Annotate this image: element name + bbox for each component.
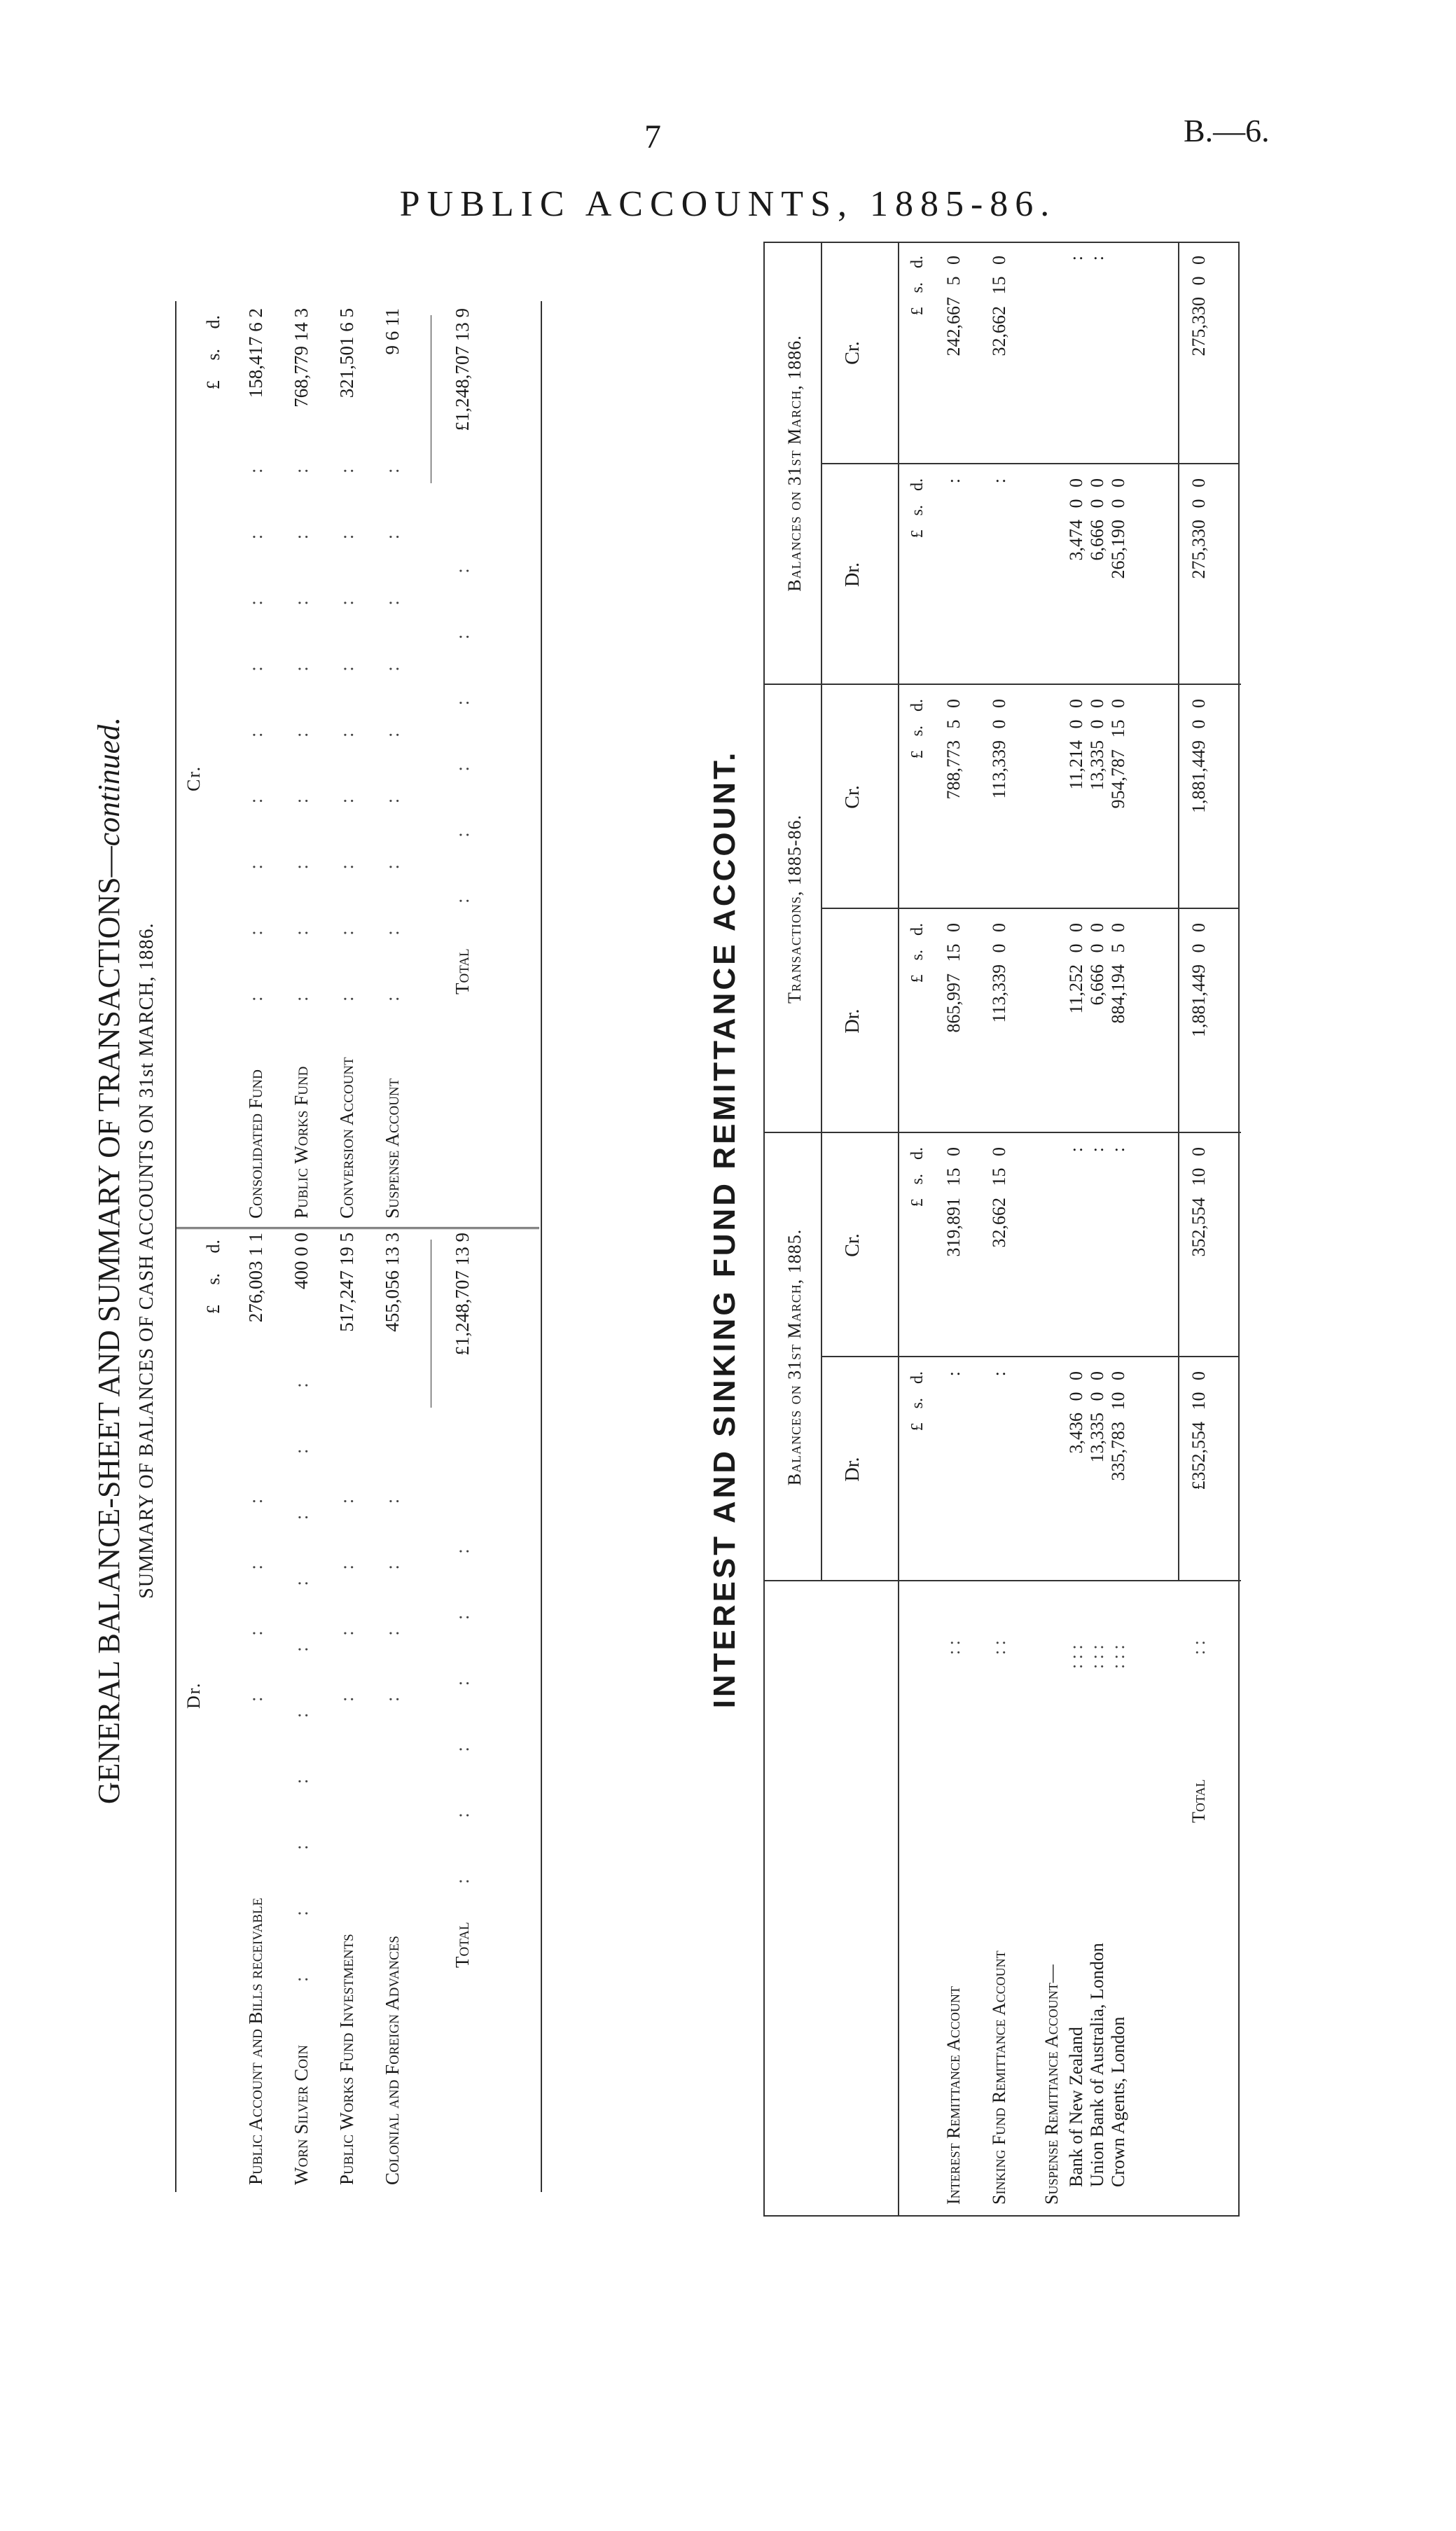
table-cell: 865,997 15 0 [943,923,964,1033]
table-cell: 13,335 0 0 [1087,699,1107,791]
total-cell: 1,881,449 0 0 [1188,923,1209,1037]
row-label: Sinking Fund Remittance Account [989,1950,1009,2205]
label-column-rule [765,1580,1241,1581]
remittance-heading: INTEREST AND SINKING FUND REMITTANCE ACCOUNT. [707,749,742,1709]
table-cell: : [943,478,964,484]
dr-row: Public Works Fund Investments : : : : 517,247 19 5 [336,1233,357,2185]
dr-row-amount: 276,003 1 1 [245,1233,266,1323]
balance-sheet-heading [91,280,127,2241]
dr-row: Public Account and Bills receivable : : : : 276,003 1 1 [245,1233,266,2185]
row-label: Interest Remittance Account [943,1986,964,2205]
row-leader-dots: : : : [1066,1644,1086,1669]
unit-header: £ s. d. [908,478,927,539]
dr-row-amount: 455,056 13 3 [382,1233,403,1332]
group-rule [765,1132,1241,1133]
group-header: Balances on 31st March, 1885. [784,1228,805,1486]
cr-heading: Cr. [183,765,204,791]
cr-row: Conversion Account : : : : : : : : : 321,501 6 5 [336,308,357,1219]
total-label: Total [1188,1779,1209,1823]
group-header: Balances on 31st March, 1886. [784,335,805,592]
table-cell: : [1066,256,1086,261]
dr-row: Colonial and Foreign Advances : : : : 455,056 13 3 [382,1233,403,2185]
dr-total-label: Total [452,1922,473,1968]
total-rule [1178,242,1179,1581]
table-cell: 11,252 0 0 [1066,923,1086,1014]
dr-heading: Dr. [183,1681,204,1709]
cr-row-label: Public Works Fund [291,1066,312,1219]
unit-header: £ s. d. [908,1147,927,1207]
remittance-table [763,242,1240,2217]
drcr-rule [821,463,1240,464]
header-rule [898,242,899,2215]
table-cell: 32,662 15 0 [989,1147,1009,1248]
row-leader-dots: : : [943,1640,964,1655]
dr-subheader: Dr. [842,1457,864,1482]
balance-sheet-heading-main: GENERAL BALANCE-SHEET AND SUMMARY OF TRANSACTIONS— [92,846,126,1805]
table-cell: 3,436 0 0 [1066,1371,1086,1454]
drcr-rule [821,908,1240,909]
table-cell: : [1087,1147,1107,1153]
table-cell: 319,891 15 0 [943,1147,964,1257]
table-cell: 265,190 0 0 [1108,478,1128,579]
total-cell: 275,330 0 0 [1188,478,1209,579]
total-cell: 275,330 0 0 [1188,256,1209,356]
row-label: Union Bank of Australia, London [1087,1943,1107,2187]
cr-row-amount: 9 6 11 [382,308,403,355]
dr-cr-divider [175,1227,539,1229]
dr-row-label: Worn Silver Coin [291,2044,312,2185]
table-cell: 884,194 5 0 [1108,923,1128,1024]
page-reference: B.—6. [1184,113,1270,148]
table-cell: : [1108,1147,1128,1153]
dr-row-amount: 517,247 19 5 [336,1233,357,1332]
total-cell: 352,554 10 0 [1188,1147,1209,1257]
cr-total-label: Total [452,948,473,994]
cr-subheader: Cr. [842,785,864,809]
table-cell: 954,787 15 0 [1108,699,1128,809]
unit-header: £ s. d. [908,1371,927,1431]
cr-row: Suspense Account : : : : : : : : : 9 6 11 [382,308,403,1219]
table-cell: 13,335 0 0 [1087,1371,1107,1463]
page-number: 7 [644,118,661,155]
cr-row-amount: 158,417 6 2 [245,308,266,398]
dr-total-amount: £1,248,707 13 9 [452,1233,473,1356]
group-rule [765,684,1241,685]
table-cell: 242,667 5 0 [943,256,964,356]
unit-header: £ s. d. [908,699,927,759]
dr-side [175,1233,539,2192]
remittance-section [707,242,1240,2217]
total-cell: £352,554 10 0 [1188,1371,1209,1490]
table-cell: 788,773 5 0 [943,699,964,800]
table-cell: : [989,478,1009,484]
dr-subheader: Dr. [842,562,864,587]
row-label: Crown Agents, London [1108,2016,1128,2187]
dr-subheader: Dr. [842,1008,864,1034]
cr-row-amount: 321,501 6 5 [336,308,357,398]
dr-row-label: Public Works Fund Investments [336,1934,357,2185]
row-label: Suspense Remittance Account— [1041,1964,1062,2205]
cr-row-amount: 768,779 14 3 [291,308,312,408]
cr-side [175,301,539,1226]
unit-header: £ s. d. [908,256,927,316]
balance-sheet-subheading: SUMMARY OF BALANCES OF CASH ACCOUNTS ON 31st MARCH, 1886. [136,922,158,1599]
row-leader-dots: : : [1188,1640,1209,1655]
group-header: Transactions, 1885-86. [784,814,805,1004]
cr-row: Public Works Fund : : : : : : : : : 768,779 14 3 [291,308,312,1219]
cr-total-row: Total : : : : : : £1,248,707 13 9 [452,308,473,994]
dr-row-amount: 400 0 0 [291,1233,312,1289]
cr-subheader: Cr. [842,341,864,365]
cr-unit-header: £ s. d. [203,315,223,390]
drcr-rule [821,1356,1240,1357]
table-cell: : [1087,256,1107,261]
dr-row: Worn Silver Coin : : : : : : : : : : 400 0 0 [291,1233,312,2185]
cr-row-label: Consolidated Fund [245,1069,266,1219]
cr-subheader: Cr. [842,1233,864,1257]
row-leader-dots: : : : [1087,1644,1107,1669]
balance-sheet-section [91,280,553,2241]
row-leader-dots: : : : [1108,1644,1128,1669]
table-cell: 335,783 10 0 [1108,1371,1128,1481]
unit-header: £ s. d. [908,923,927,983]
table-cell: : [989,1371,1009,1377]
table-cell: 6,666 0 0 [1087,923,1107,1006]
balance-sheet-heading-continued: continued. [92,716,126,847]
table-cell: 32,662 15 0 [989,256,1009,356]
dr-unit-header: £ s. d. [203,1240,223,1315]
dr-row-label: Colonial and Foreign Advances [382,1936,403,2185]
dr-row-label: Public Account and Bills receivable [245,1897,266,2185]
cr-row: Consolidated Fund : : : : : : : : : 158,417 6 2 [245,308,266,1219]
table-cell: 113,339 0 0 [989,923,1009,1023]
table-cell: 6,666 0 0 [1087,478,1107,561]
table-cell: 11,214 0 0 [1066,699,1086,790]
table-cell: : [1066,1147,1086,1153]
total-cell: 1,881,449 0 0 [1188,699,1209,813]
table-cell: : [943,1371,964,1377]
group-header-rule [821,242,822,1581]
row-label: Bank of New Zealand [1066,2027,1086,2187]
cr-row-label: Conversion Account [336,1057,357,1219]
page-title: PUBLIC ACCOUNTS, 1885-86. [399,184,1057,224]
table-cell: 113,339 0 0 [989,699,1009,799]
row-leader-dots: : : [989,1640,1009,1655]
cr-total-amount: £1,248,707 13 9 [452,308,473,431]
dr-total-row: Total : : : : : : £1,248,707 13 9 [452,1233,473,1968]
cr-row-label: Suspense Account [382,1078,403,1219]
table-cell: 3,474 0 0 [1066,478,1086,561]
